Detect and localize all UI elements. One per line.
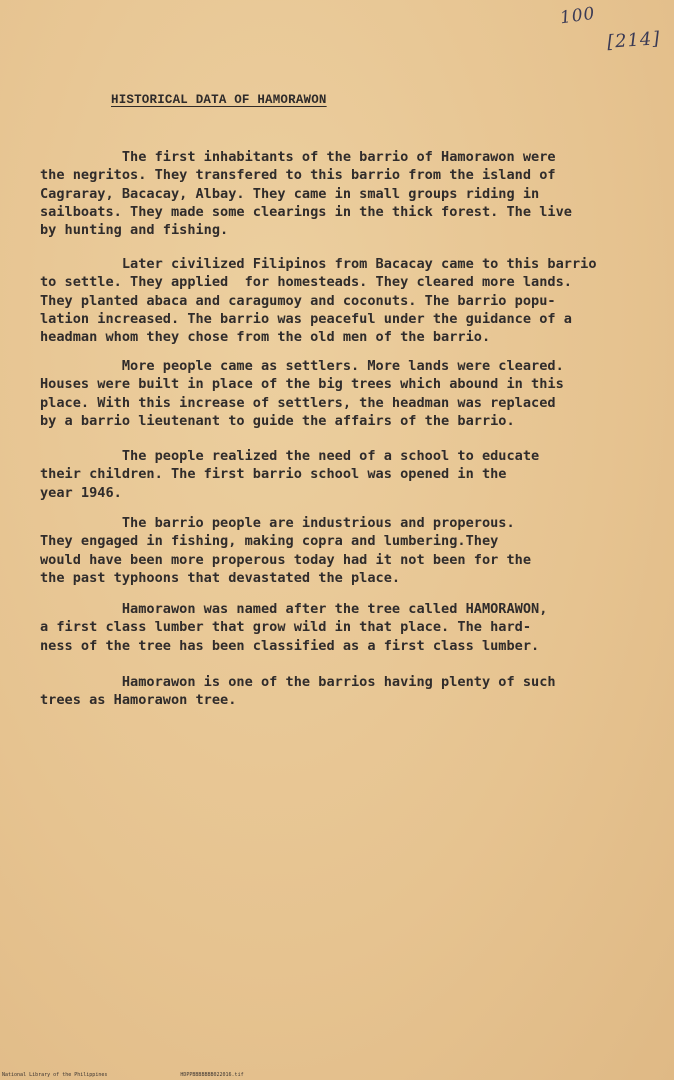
paragraph-settlers (40, 255, 612, 346)
text-line: Hamorawon is one of the barrios having plenty of such (40, 674, 556, 690)
paragraph-name-origin (40, 600, 612, 655)
text-line: More people came as settlers. More lands were cleared. (40, 358, 564, 374)
footer-library: National Library of the Philippines (2, 1072, 108, 1078)
text-line: ness of the tree has been classified as a first class lumber. (40, 637, 540, 654)
text-line: Houses were built in place of the big trees which abound in this (40, 376, 564, 393)
page-reference-annotation: [214] (606, 28, 662, 53)
text-line: Cagraray, Bacacay, Albay. They came in small groups riding in (40, 185, 540, 202)
text-line: They engaged in fishing, making copra and lumbering.They (40, 533, 499, 550)
scan-footer (2, 1072, 314, 1078)
paragraph-barrio-lieutenant (40, 357, 612, 430)
text-line: place. With this increase of settlers, the headman was replaced (40, 394, 556, 411)
text-line: Later civilized Filipinos from Bacacay came to this barrio (40, 256, 597, 272)
text-line: The first inhabitants of the barrio of Hamorawon were (40, 149, 556, 165)
text-line: The barrio people are industrious and properous. (40, 515, 515, 531)
text-line: a first class lumber that grow wild in that place. The hard- (40, 619, 532, 636)
text-line: the negritos. They transfered to this barrio from the island of (40, 167, 556, 184)
text-line: The people realized the need of a school to educate (40, 448, 540, 464)
text-line: by a barrio lieutenant to guide the affairs of the barrio. (40, 412, 515, 429)
text-line: lation increased. The barrio was peaceful under the guidance of a (40, 310, 572, 327)
text-line: by hunting and fishing. (40, 222, 229, 239)
text-line: would have been more properous today had it not been for the (40, 551, 532, 568)
paragraph-school (40, 447, 612, 502)
text-line: trees as Hamorawon tree. (40, 692, 237, 709)
paragraph-livelihood (40, 514, 612, 587)
text-line: the past typhoons that devastated the place. (40, 569, 401, 586)
text-line: their children. The first barrio school was opened in the (40, 466, 507, 483)
footer-file-id: HDPPBBBBBBB022016.tif (180, 1072, 244, 1078)
paragraph-inhabitants (40, 148, 612, 239)
text-line: year 1946. (40, 484, 122, 501)
text-line: They planted abaca and caragumoy and coconuts. The barrio popu- (40, 292, 556, 309)
text-line: Hamorawon was named after the tree called HAMORAWON, (40, 601, 548, 617)
document-title: HISTORICAL DATA OF HAMORAWON (111, 93, 327, 107)
text-line: headman whom they chose from the old men of the barrio. (40, 329, 491, 346)
text-line: sailboats. They made some clearings in the thick forest. The live (40, 203, 572, 220)
paragraph-trees (40, 673, 612, 710)
page-number-annotation: 100 (558, 3, 597, 29)
text-line: to settle. They applied for homesteads. They cleared more lands. (40, 274, 572, 291)
